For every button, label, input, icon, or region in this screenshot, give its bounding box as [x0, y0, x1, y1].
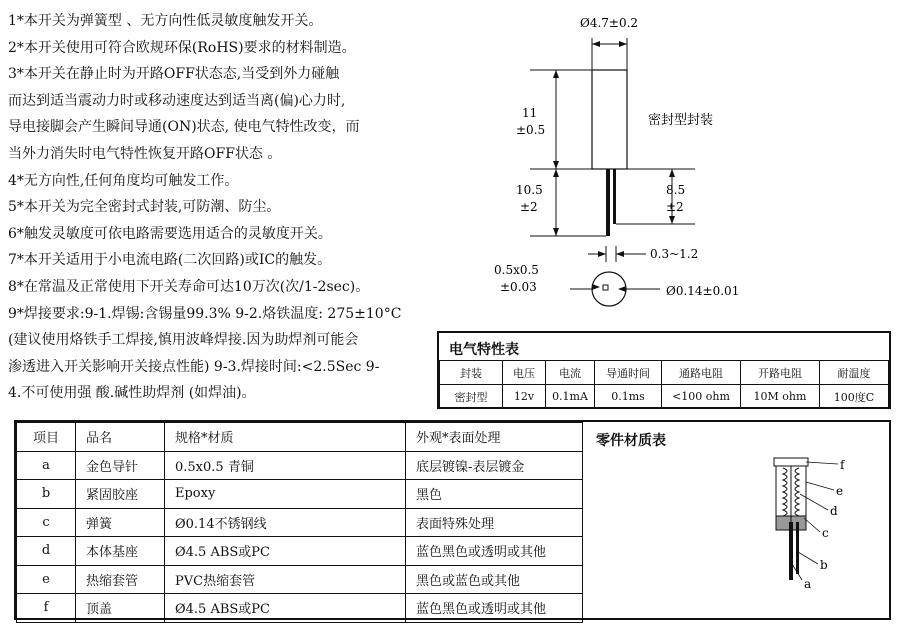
- spec-cell: Ø4.5 ABS或PC: [165, 594, 406, 623]
- table-row: [17, 508, 583, 537]
- header-cell: 外观*表面处理: [406, 423, 583, 452]
- note-line: 6*触发灵敏度可依电路需要选用适合的灵敏度开关。: [8, 225, 332, 242]
- spring-diameter: Ø0.14±0.01: [666, 284, 740, 298]
- table-row: [17, 451, 583, 480]
- header-cell: 品名: [76, 423, 165, 452]
- dimension-drawing: [470, 10, 890, 310]
- callout-f: f: [840, 458, 845, 472]
- electrical-title: 电气特性表: [449, 342, 519, 358]
- pin-gap-label: 0.3~1.2: [650, 247, 699, 261]
- finish-cell: 表面特殊处理: [406, 508, 583, 537]
- finish-cell: 黑色或蓝色或其他: [406, 565, 583, 594]
- cross-section-drawing: [756, 452, 876, 617]
- note-line: 7*本开关适用于小电流电路(二次回路)或IC的触发。: [8, 252, 332, 269]
- item-cell: c: [17, 508, 76, 537]
- body-length: 11: [522, 106, 538, 120]
- name-cell: 弹簧: [76, 508, 165, 537]
- callout-b: b: [820, 558, 828, 572]
- table-row: [17, 480, 583, 509]
- note-line: 渗透进入开关影响开关接点性能) 9-3.焊接时间:<2.5Sec 9-: [8, 358, 380, 375]
- header-cell: 电流: [546, 361, 595, 385]
- table-row: [17, 565, 583, 594]
- table-row: [17, 537, 583, 566]
- value-cell: 0.1mA: [546, 385, 595, 409]
- switch-body: [592, 70, 627, 169]
- item-cell: f: [17, 594, 76, 623]
- header-cell: 规格*材质: [165, 423, 406, 452]
- name-cell: 顶盖: [76, 594, 165, 623]
- value-cell: <100 ohm: [662, 385, 741, 409]
- value-cell: 10M ohm: [741, 385, 820, 409]
- callout-c: c: [822, 526, 829, 540]
- table-row: [17, 594, 583, 623]
- finish-cell: 蓝色黑色或透明或其他: [406, 594, 583, 623]
- seal-label: 密封型封装: [648, 113, 714, 128]
- value-cell: 0.1ms: [595, 385, 662, 409]
- item-cell: b: [17, 480, 76, 509]
- electrical-table: [437, 331, 891, 409]
- note-line: 当外力消失时电气特性恢复开路OFF状态 。: [8, 145, 282, 162]
- note-line: (建议使用烙铁手工焊接,慎用波峰焊接.因为助焊剂可能会: [8, 332, 359, 349]
- note-line: 4*无方向性,任何角度均可触发工作。: [8, 172, 239, 189]
- value-cell: 密封型: [440, 385, 503, 409]
- note-line: 9*焊接要求:9-1.焊锡:含锡量99.3% 9-2.烙铁温度: 275±10°C: [8, 305, 402, 322]
- pin2-length: 8.5: [666, 183, 686, 197]
- pin-length-tol: ±2: [520, 200, 538, 214]
- pin-short: [613, 169, 616, 224]
- callout-e: e: [836, 484, 844, 498]
- callout-d: d: [830, 504, 838, 518]
- item-cell: a: [17, 451, 76, 480]
- note-line: 8*在常温及正常使用下开关寿命可达10万次(次/1-2sec)。: [8, 278, 370, 295]
- pin-long: [606, 169, 610, 236]
- value-cell: 100度C: [820, 385, 889, 409]
- material-title: 零件材质表: [596, 433, 666, 449]
- header-cell: 耐温度: [820, 361, 889, 385]
- header-cell: 导通时间: [595, 361, 662, 385]
- diameter-label: Ø4.7±0.2: [580, 16, 639, 30]
- note-line: 导电接脚会产生瞬间导通(ON)状态, 使电气特性改变，而: [8, 119, 360, 136]
- finish-cell: 蓝色黑色或透明或其他: [406, 537, 583, 566]
- pin-length: 10.5: [516, 183, 543, 197]
- note-line: 而达到适当震动力时或移动速度达到适当离(偏)心力时,: [8, 92, 346, 109]
- note-line: 4.不可使用强 酸.碱性助焊剂 (如焊油)。: [8, 385, 256, 402]
- note-line: 5*本开关为完全密封式封装,可防潮、防尘。: [8, 199, 281, 216]
- finish-cell: 黑色: [406, 480, 583, 509]
- spec-cell: Epoxy: [165, 480, 406, 509]
- name-cell: 紧固胶座: [76, 480, 165, 509]
- header-cell: 封装: [440, 361, 503, 385]
- header-cell: 项目: [17, 423, 76, 452]
- pin-size: 0.5x0.5: [494, 263, 539, 277]
- feature-notes: [8, 8, 428, 407]
- note-line: 1*本开关为弹簧型 、无方向性低灵敏度触发开关。: [8, 13, 323, 29]
- header-cell: 开路电阻: [741, 361, 820, 385]
- item-cell: d: [17, 537, 76, 566]
- name-cell: 金色导针: [76, 451, 165, 480]
- callout-a: a: [804, 577, 812, 591]
- item-cell: e: [17, 565, 76, 594]
- body-length-tol: ±0.5: [516, 123, 546, 137]
- note-line: 2*本开关使用可符合欧规环保(RoHS)要求的材料制造。: [8, 39, 356, 56]
- spec-cell: Ø4.5 ABS或PC: [165, 537, 406, 566]
- header-cell: 通路电阻: [662, 361, 741, 385]
- spec-cell: Ø0.14不锈钢线: [165, 508, 406, 537]
- name-cell: 本体基座: [76, 537, 165, 566]
- name-cell: 热缩套管: [76, 565, 165, 594]
- pin-size-tol: ±0.03: [500, 280, 537, 294]
- pin2-length-tol: ±2: [666, 200, 684, 214]
- header-cell: 电压: [503, 361, 546, 385]
- parts-table: [14, 420, 891, 620]
- finish-cell: 底层镀镍-表层镀金: [406, 451, 583, 480]
- spec-cell: 0.5x0.5 青铜: [165, 451, 406, 480]
- spec-cell: PVC热缩套管: [165, 565, 406, 594]
- value-cell: 12v: [503, 385, 546, 409]
- note-line: 3*本开关在静止时为开路OFF状态态,当受到外力碰触: [8, 66, 340, 83]
